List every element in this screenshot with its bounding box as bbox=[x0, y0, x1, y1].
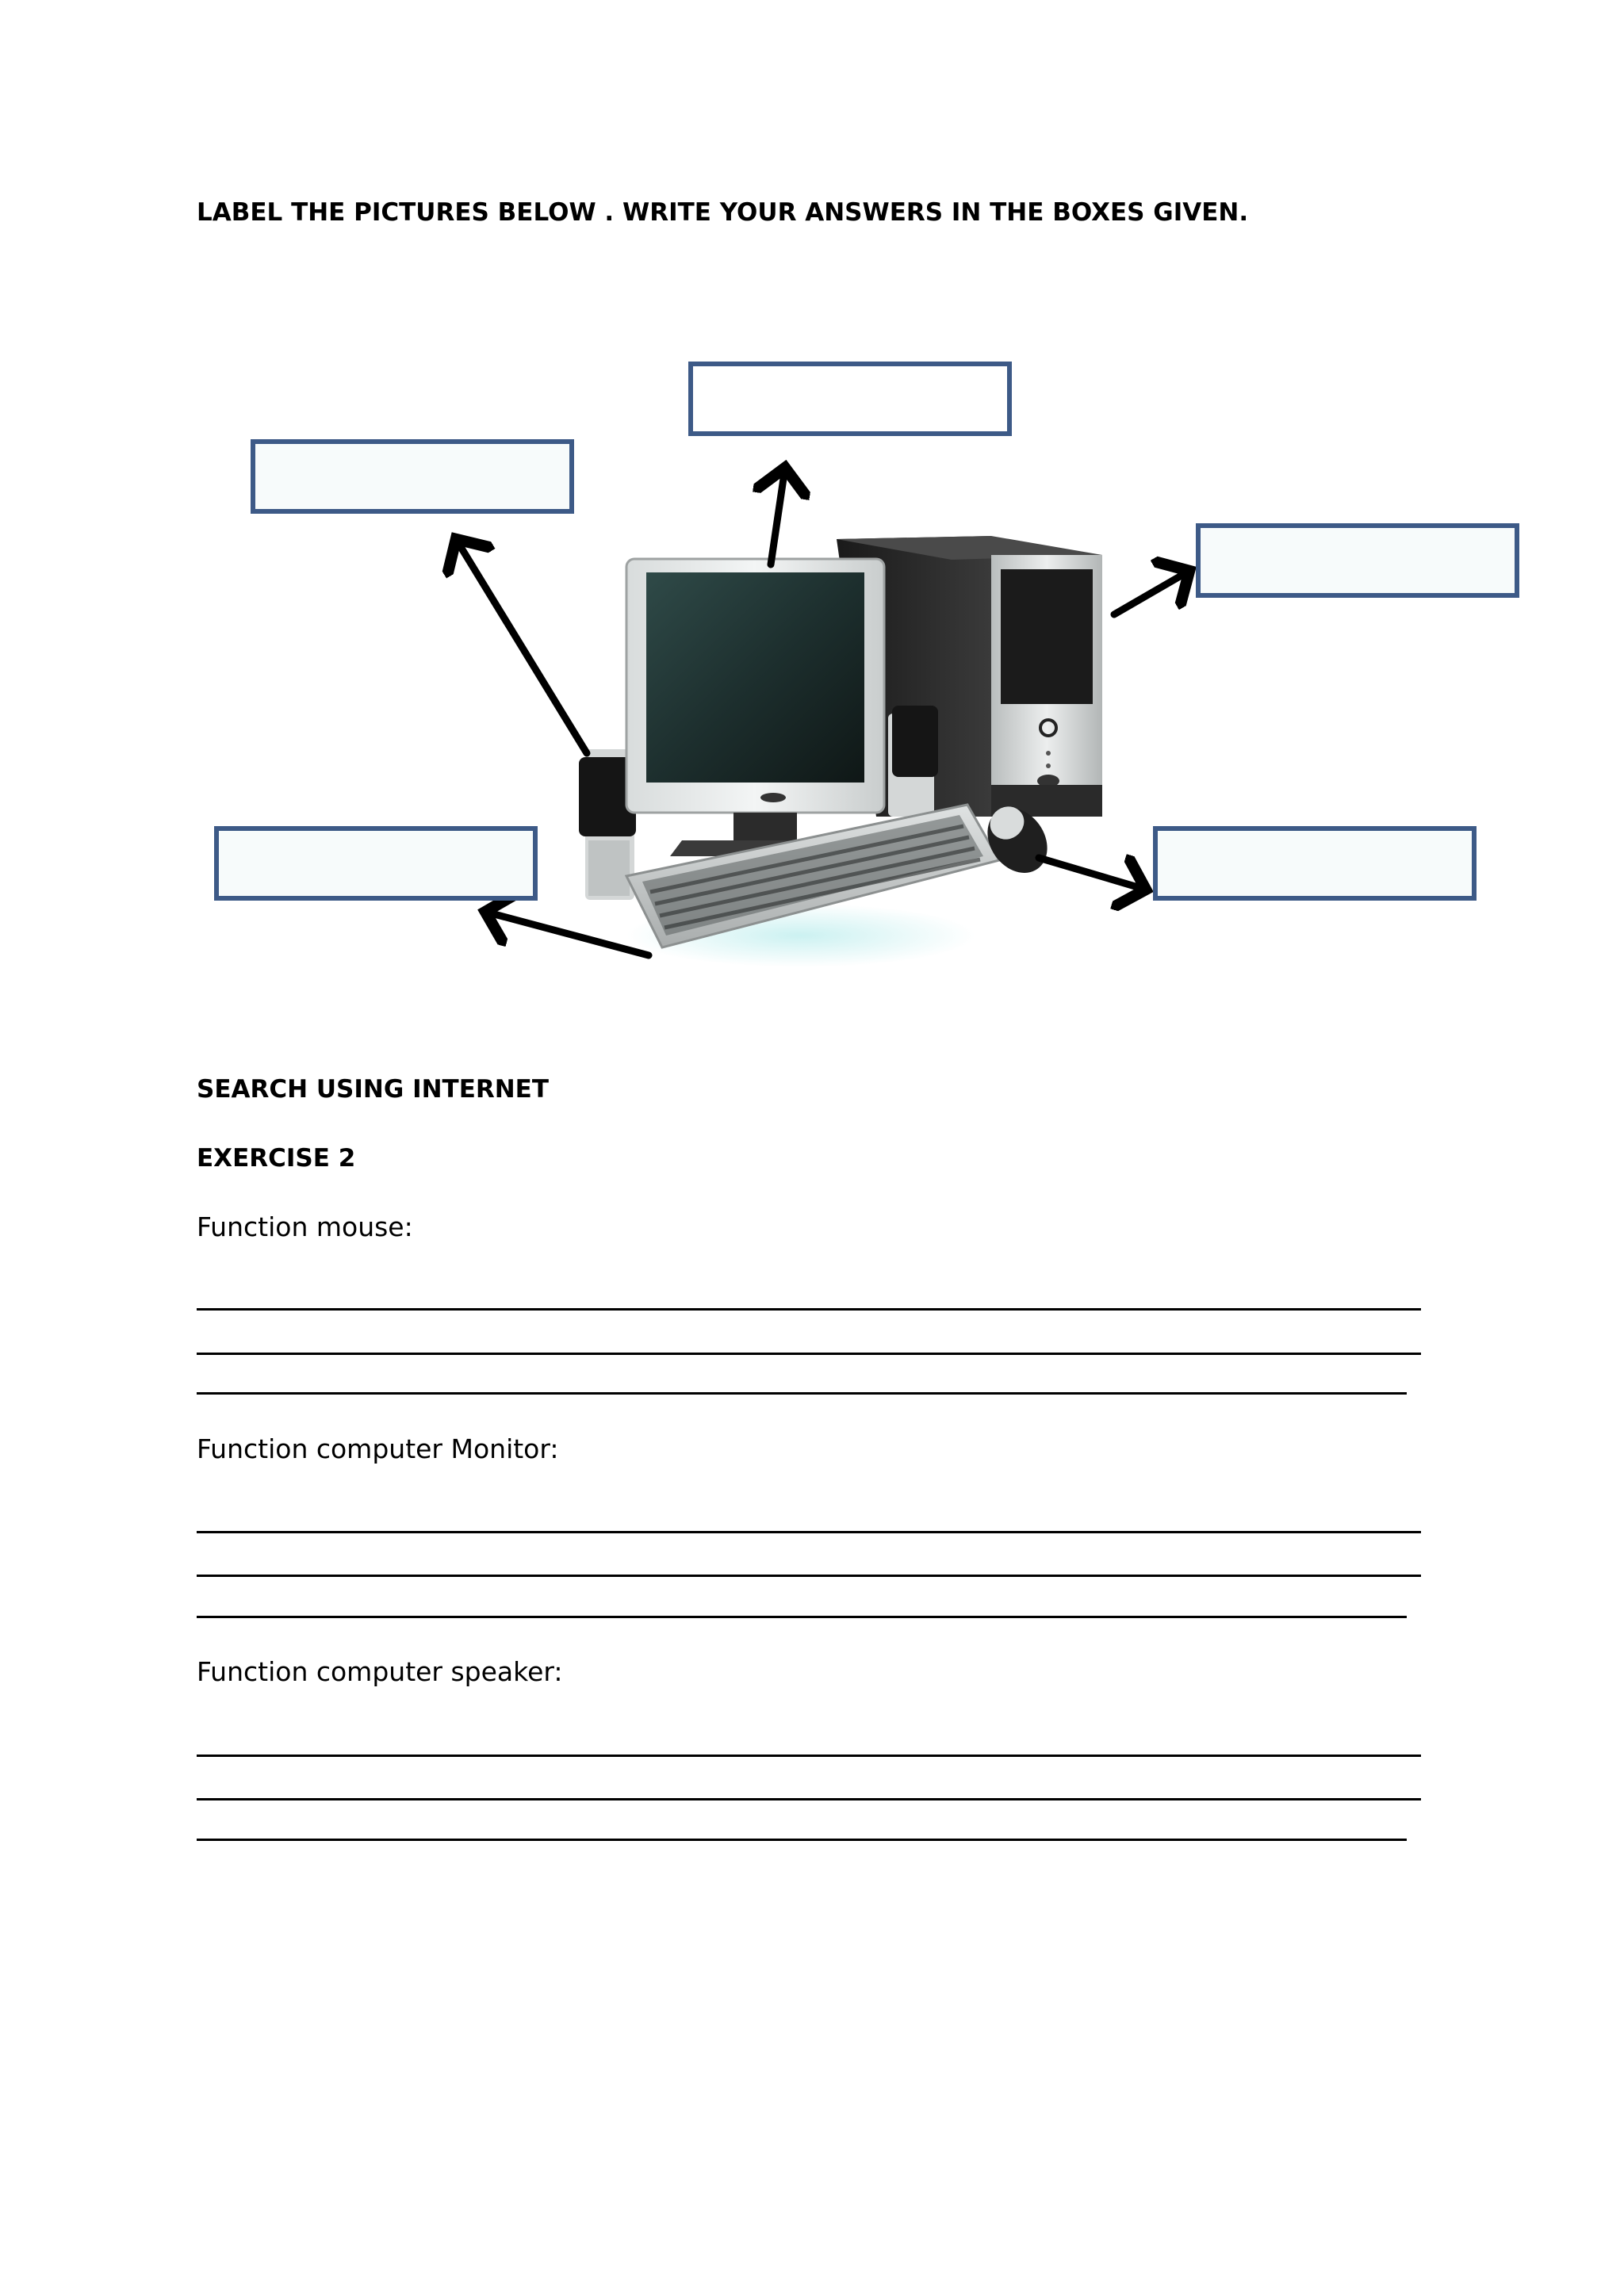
monitor-graphic bbox=[626, 559, 884, 856]
answer-line[interactable] bbox=[197, 1353, 1421, 1355]
answer-line[interactable] bbox=[197, 1531, 1421, 1533]
instruction-heading: LABEL THE PICTURES BELOW . WRITE YOUR ANSWERS IN THE BOXES GIVEN. bbox=[197, 198, 1249, 227]
answer-box-speaker[interactable] bbox=[251, 439, 574, 514]
question-prompt-mouse: Function mouse: bbox=[197, 1211, 413, 1242]
arrow-to-system-unit-box bbox=[1114, 571, 1189, 614]
answer-line[interactable] bbox=[197, 1575, 1421, 1577]
question-prompt-monitor: Function computer Monitor: bbox=[197, 1433, 559, 1464]
answer-box-mouse[interactable] bbox=[1153, 826, 1477, 901]
answer-box-system-unit[interactable] bbox=[1196, 523, 1519, 598]
answer-line[interactable] bbox=[197, 1755, 1421, 1757]
section-title: SEARCH USING INTERNET bbox=[197, 1075, 550, 1104]
right-speaker-graphic bbox=[888, 706, 938, 817]
arrow-to-mouse-box bbox=[1039, 858, 1146, 890]
answer-line[interactable] bbox=[197, 1839, 1407, 1841]
exercise-title: EXERCISE 2 bbox=[197, 1144, 356, 1173]
question-prompt-speaker: Function computer speaker: bbox=[197, 1656, 563, 1687]
answer-box-keyboard[interactable] bbox=[214, 826, 538, 901]
answer-line[interactable] bbox=[197, 1616, 1407, 1618]
answer-line[interactable] bbox=[197, 1308, 1421, 1311]
answer-line[interactable] bbox=[197, 1392, 1407, 1395]
arrow-to-keyboard-box bbox=[485, 912, 649, 955]
answer-box-monitor[interactable] bbox=[688, 362, 1012, 436]
arrow-to-monitor-box bbox=[771, 468, 785, 564]
arrow-to-speaker-box bbox=[456, 539, 587, 753]
answer-line[interactable] bbox=[197, 1798, 1421, 1800]
